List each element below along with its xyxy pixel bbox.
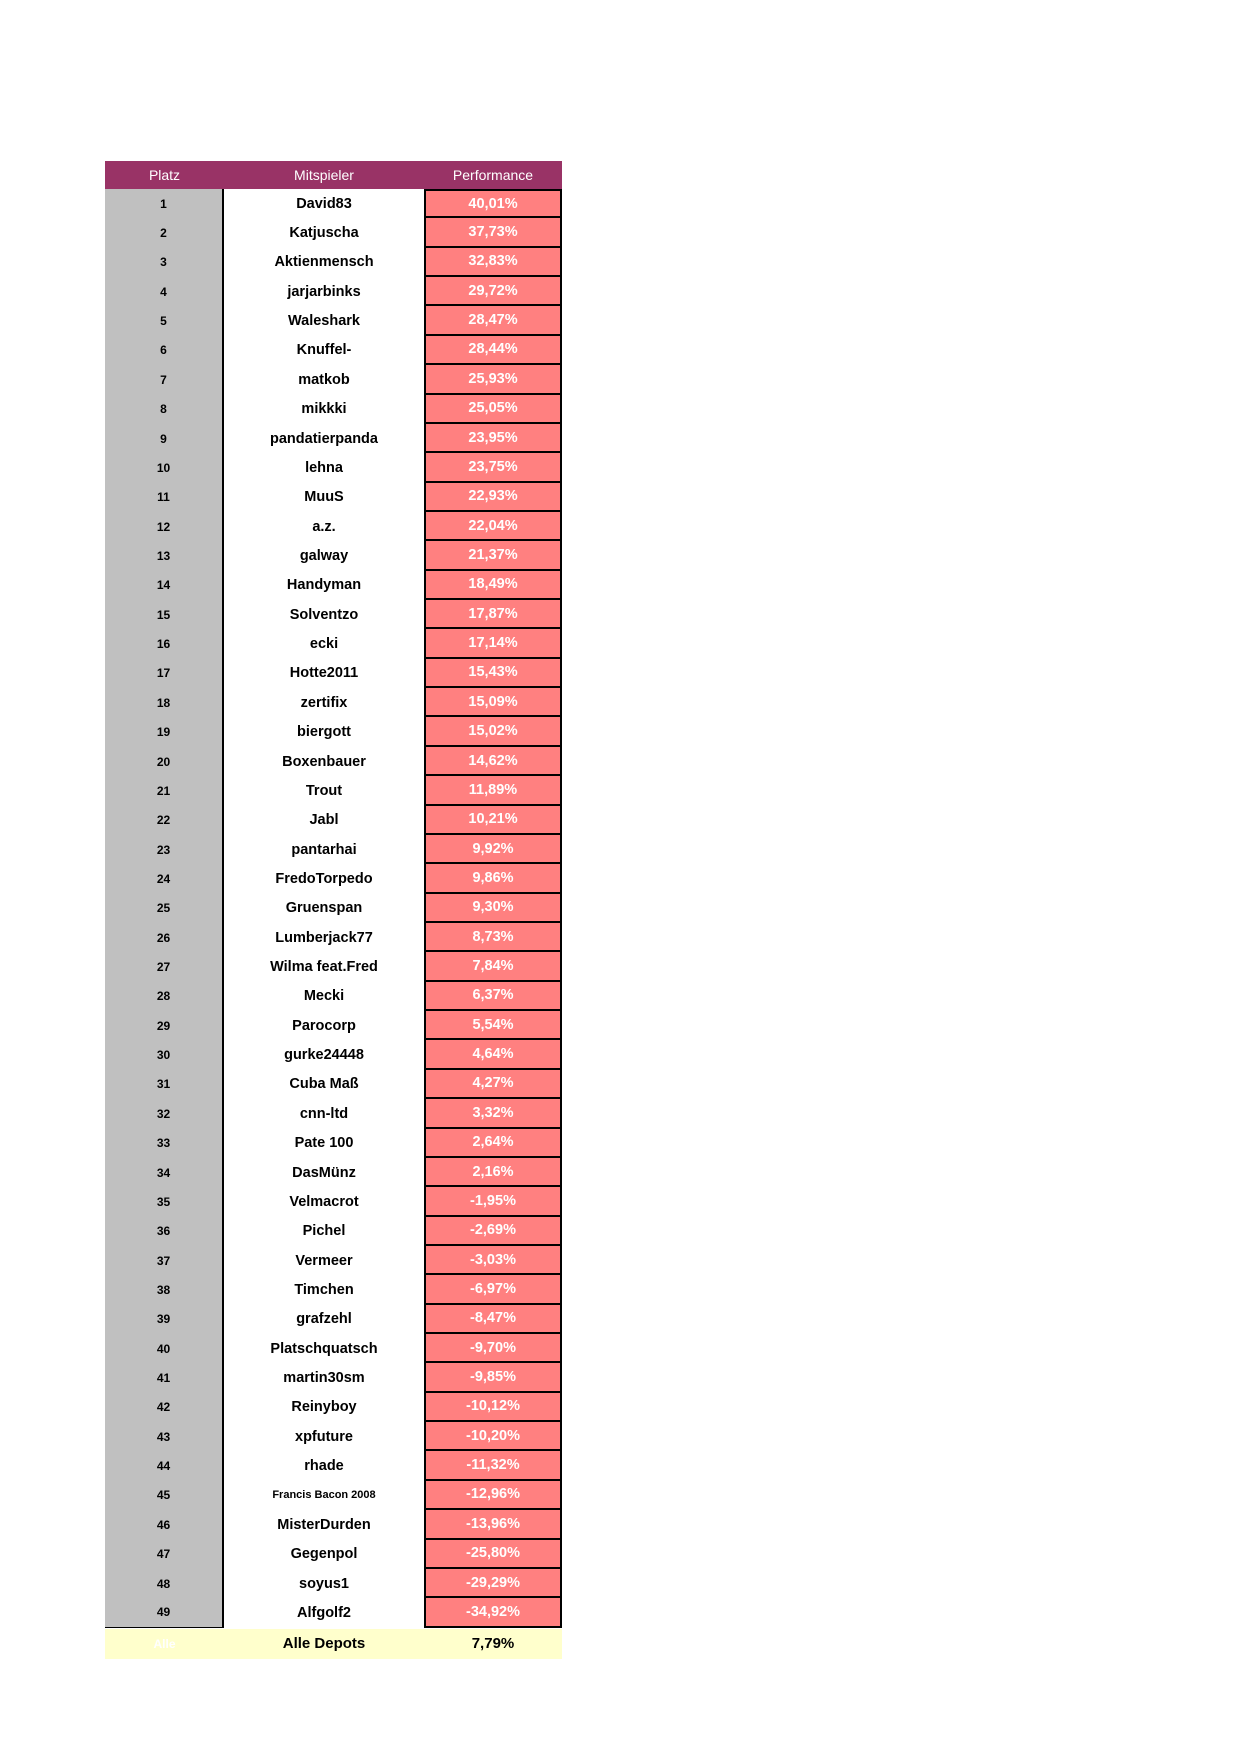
player-name-cell: Platschquatsch: [224, 1334, 424, 1363]
performance-cell: [424, 1422, 562, 1451]
performance-cell: [424, 1451, 562, 1480]
table-row: [105, 1481, 562, 1510]
performance-value: 18,49%: [424, 571, 562, 600]
table-row: [105, 189, 562, 218]
performance-value: 3,32%: [424, 1099, 562, 1128]
rank-cell: 34: [105, 1158, 224, 1187]
performance-cell: [424, 835, 562, 864]
table-row: [105, 747, 562, 776]
performance-cell: [424, 776, 562, 805]
player-name-cell: Cuba Maß: [224, 1070, 424, 1099]
performance-value: 22,93%: [424, 483, 562, 512]
table-row: [105, 806, 562, 835]
player-name-cell: lehna: [224, 453, 424, 482]
performance-value: 40,01%: [424, 189, 562, 218]
player-name-cell: Waleshark: [224, 306, 424, 335]
player-name-cell: ecki: [224, 629, 424, 658]
leaderboard-table: [105, 161, 562, 1659]
performance-cell: [424, 277, 562, 306]
performance-cell: [424, 1510, 562, 1539]
table-row: [105, 1305, 562, 1334]
performance-cell: [424, 688, 562, 717]
player-name-cell: mikkki: [224, 395, 424, 424]
rank-cell: 24: [105, 864, 224, 893]
performance-cell: [424, 864, 562, 893]
performance-cell: [424, 189, 562, 218]
performance-cell: [424, 248, 562, 277]
performance-cell: [424, 659, 562, 688]
rank-cell: 39: [105, 1305, 224, 1334]
performance-value: -1,95%: [424, 1187, 562, 1216]
player-name-cell: Aktienmensch: [224, 248, 424, 277]
rank-cell: 10: [105, 453, 224, 482]
rank-cell: 26: [105, 923, 224, 952]
rank-cell: 21: [105, 776, 224, 805]
performance-cell: [424, 1569, 562, 1598]
player-name-cell: Gruenspan: [224, 894, 424, 923]
rank-cell: 5: [105, 306, 224, 335]
performance-cell: [424, 1540, 562, 1569]
table-row: [105, 1011, 562, 1040]
rank-cell: 36: [105, 1217, 224, 1246]
performance-cell: [424, 1217, 562, 1246]
table-row: [105, 1334, 562, 1363]
performance-value: -2,69%: [424, 1217, 562, 1246]
player-name-cell: Hotte2011: [224, 659, 424, 688]
rank-cell: 11: [105, 483, 224, 512]
footer-name-cell: Alle Depots: [282, 1635, 366, 1653]
rank-cell: 42: [105, 1393, 224, 1422]
rank-cell: 37: [105, 1246, 224, 1275]
performance-cell: [424, 923, 562, 952]
player-name-cell: Trout: [224, 776, 424, 805]
performance-cell: [424, 1481, 562, 1510]
player-name-cell: Pate 100: [224, 1129, 424, 1158]
performance-cell: [424, 1363, 562, 1392]
player-name-cell: Alfgolf2: [224, 1598, 424, 1627]
rank-cell: 19: [105, 717, 224, 746]
rank-cell: 1: [105, 189, 224, 218]
performance-value: -25,80%: [424, 1540, 562, 1569]
performance-cell: [424, 1070, 562, 1099]
rank-cell: 16: [105, 629, 224, 658]
rank-cell: 46: [105, 1510, 224, 1539]
rank-cell: 41: [105, 1363, 224, 1392]
performance-cell: [424, 453, 562, 482]
rank-cell: 43: [105, 1422, 224, 1451]
player-name-cell: MuuS: [224, 483, 424, 512]
rank-cell: 8: [105, 395, 224, 424]
player-name-cell: Velmacrot: [224, 1187, 424, 1216]
table-row: [105, 306, 562, 335]
table-row: [105, 571, 562, 600]
performance-value: 23,75%: [424, 453, 562, 482]
rank-cell: 12: [105, 512, 224, 541]
player-name-cell: grafzehl: [224, 1305, 424, 1334]
table-row: [105, 483, 562, 512]
player-name-cell: a.z.: [224, 512, 424, 541]
player-name-cell: jarjarbinks: [224, 277, 424, 306]
rank-cell: 45: [105, 1481, 224, 1510]
performance-value: -11,32%: [424, 1451, 562, 1480]
rank-cell: 17: [105, 659, 224, 688]
table-row: [105, 1275, 562, 1304]
table-row: [105, 218, 562, 247]
rank-cell: 2: [105, 218, 224, 247]
performance-value: 15,02%: [424, 717, 562, 746]
rank-cell: 35: [105, 1187, 224, 1216]
player-name-cell: pandatierpanda: [224, 424, 424, 453]
table-row: [105, 1393, 562, 1422]
player-name-cell: Mecki: [224, 982, 424, 1011]
rank-cell: 13: [105, 541, 224, 570]
table-row: [105, 600, 562, 629]
table-row: [105, 1598, 562, 1627]
table-row: [105, 336, 562, 365]
header-mitspieler: Mitspieler: [294, 167, 354, 183]
table-row: [105, 1040, 562, 1069]
performance-value: -6,97%: [424, 1275, 562, 1304]
table-row: [105, 453, 562, 482]
performance-value: 25,05%: [424, 395, 562, 424]
player-name-cell: Katjuscha: [224, 218, 424, 247]
player-name-cell: Pichel: [224, 1217, 424, 1246]
performance-value: 15,43%: [424, 659, 562, 688]
performance-value: 37,73%: [424, 218, 562, 247]
performance-cell: [424, 952, 562, 981]
player-name-cell: Lumberjack77: [224, 923, 424, 952]
table-row: [105, 835, 562, 864]
performance-value: 14,62%: [424, 747, 562, 776]
table-row: [105, 1217, 562, 1246]
footer-platz-cell: Alle: [153, 1636, 176, 1651]
performance-value: -10,20%: [424, 1422, 562, 1451]
footer-performance-cell: 7,79%: [471, 1635, 515, 1653]
performance-value: -9,70%: [424, 1334, 562, 1363]
player-name-cell: Handyman: [224, 571, 424, 600]
table-row: [105, 894, 562, 923]
performance-cell: [424, 306, 562, 335]
performance-value: 2,64%: [424, 1129, 562, 1158]
rank-cell: 49: [105, 1598, 224, 1627]
table-row: [105, 395, 562, 424]
performance-value: -10,12%: [424, 1393, 562, 1422]
table-row: [105, 365, 562, 394]
performance-cell: [424, 424, 562, 453]
performance-value: 17,87%: [424, 600, 562, 629]
performance-cell: [424, 1187, 562, 1216]
table-row: [105, 776, 562, 805]
player-name-cell: Knuffel-: [224, 336, 424, 365]
performance-cell: [424, 218, 562, 247]
performance-cell: [424, 541, 562, 570]
table-row: [105, 717, 562, 746]
performance-value: -3,03%: [424, 1246, 562, 1275]
performance-cell: [424, 1040, 562, 1069]
header-platz: Platz: [148, 167, 181, 183]
table-row: [105, 424, 562, 453]
performance-cell: [424, 1011, 562, 1040]
performance-cell: [424, 571, 562, 600]
rank-cell: 47: [105, 1540, 224, 1569]
header-performance: Performance: [452, 167, 534, 183]
table-row: [105, 1129, 562, 1158]
performance-cell: [424, 1099, 562, 1128]
performance-value: -8,47%: [424, 1305, 562, 1334]
table-row: [105, 952, 562, 981]
performance-cell: [424, 336, 562, 365]
performance-cell: [424, 894, 562, 923]
performance-cell: [424, 806, 562, 835]
performance-value: 6,37%: [424, 982, 562, 1011]
rank-cell: 7: [105, 365, 224, 394]
player-name-cell: galway: [224, 541, 424, 570]
performance-value: -34,92%: [424, 1598, 562, 1627]
player-name-cell: matkob: [224, 365, 424, 394]
table-row: [105, 1187, 562, 1216]
player-name-cell: David83: [224, 189, 424, 218]
performance-value: 15,09%: [424, 688, 562, 717]
performance-cell: [424, 1246, 562, 1275]
performance-cell: [424, 1129, 562, 1158]
performance-value: 28,47%: [424, 306, 562, 335]
table-row: [105, 1099, 562, 1128]
performance-value: 7,84%: [424, 952, 562, 981]
performance-value: -12,96%: [424, 1481, 562, 1510]
rank-cell: 32: [105, 1099, 224, 1128]
table-row: [105, 629, 562, 658]
player-name-cell: soyus1: [224, 1569, 424, 1598]
rank-cell: 20: [105, 747, 224, 776]
player-name-cell: Jabl: [224, 806, 424, 835]
performance-cell: [424, 1393, 562, 1422]
table-row: [105, 1540, 562, 1569]
table-row: [105, 1422, 562, 1451]
performance-cell: [424, 1275, 562, 1304]
performance-value: 5,54%: [424, 1011, 562, 1040]
performance-cell: [424, 512, 562, 541]
performance-cell: [424, 629, 562, 658]
player-name-cell: martin30sm: [224, 1363, 424, 1392]
performance-value: -29,29%: [424, 1569, 562, 1598]
performance-cell: [424, 1334, 562, 1363]
performance-cell: [424, 600, 562, 629]
performance-value: 4,27%: [424, 1070, 562, 1099]
table-row: [105, 1158, 562, 1187]
table-row: [105, 1363, 562, 1392]
table-row: [105, 659, 562, 688]
performance-value: 8,73%: [424, 923, 562, 952]
table-row: [105, 1246, 562, 1275]
performance-value: 32,83%: [424, 248, 562, 277]
table-row: [105, 688, 562, 717]
performance-cell: [424, 747, 562, 776]
performance-cell: [424, 1598, 562, 1627]
table-row: [105, 1070, 562, 1099]
player-name-cell: biergott: [224, 717, 424, 746]
rank-cell: 40: [105, 1334, 224, 1363]
rank-cell: 33: [105, 1129, 224, 1158]
rank-cell: 6: [105, 336, 224, 365]
table-row: [105, 248, 562, 277]
table-row: [105, 1569, 562, 1598]
rank-cell: 9: [105, 424, 224, 453]
performance-value: 17,14%: [424, 629, 562, 658]
player-name-cell: pantarhai: [224, 835, 424, 864]
rank-cell: 38: [105, 1275, 224, 1304]
rank-cell: 30: [105, 1040, 224, 1069]
table-row: [105, 923, 562, 952]
table-row: [105, 1510, 562, 1539]
performance-cell: [424, 717, 562, 746]
player-name-cell: Vermeer: [224, 1246, 424, 1275]
player-name-cell: Solventzo: [224, 600, 424, 629]
player-name-cell: Francis Bacon 2008: [224, 1481, 424, 1510]
performance-value: 4,64%: [424, 1040, 562, 1069]
performance-value: 29,72%: [424, 277, 562, 306]
rank-cell: 4: [105, 277, 224, 306]
performance-cell: [424, 1158, 562, 1187]
rank-cell: 18: [105, 688, 224, 717]
table-row: [105, 277, 562, 306]
performance-value: 2,16%: [424, 1158, 562, 1187]
performance-value: 25,93%: [424, 365, 562, 394]
player-name-cell: cnn-ltd: [224, 1099, 424, 1128]
rank-cell: 44: [105, 1451, 224, 1480]
player-name-cell: Parocorp: [224, 1011, 424, 1040]
player-name-cell: zertifix: [224, 688, 424, 717]
table-body: [105, 189, 562, 1628]
performance-value: 9,86%: [424, 864, 562, 893]
player-name-cell: Wilma feat.Fred: [224, 952, 424, 981]
performance-value: 10,21%: [424, 806, 562, 835]
table-row: [105, 541, 562, 570]
table-row: [105, 1451, 562, 1480]
player-name-cell: xpfuture: [224, 1422, 424, 1451]
performance-value: 11,89%: [424, 776, 562, 805]
table-row: [105, 864, 562, 893]
table-row: [105, 512, 562, 541]
rank-cell: 31: [105, 1070, 224, 1099]
player-name-cell: FredoTorpedo: [224, 864, 424, 893]
rank-cell: 25: [105, 894, 224, 923]
rank-cell: 23: [105, 835, 224, 864]
performance-cell: [424, 483, 562, 512]
table-row: [105, 982, 562, 1011]
table-header-row: [105, 161, 562, 189]
player-name-cell: Timchen: [224, 1275, 424, 1304]
rank-cell: 29: [105, 1011, 224, 1040]
player-name-cell: DasMünz: [224, 1158, 424, 1187]
rank-cell: 22: [105, 806, 224, 835]
player-name-cell: rhade: [224, 1451, 424, 1480]
performance-value: 23,95%: [424, 424, 562, 453]
rank-cell: 15: [105, 600, 224, 629]
performance-cell: [424, 365, 562, 394]
rank-cell: 3: [105, 248, 224, 277]
performance-value: -13,96%: [424, 1510, 562, 1539]
player-name-cell: Gegenpol: [224, 1540, 424, 1569]
performance-value: 28,44%: [424, 336, 562, 365]
rank-cell: 14: [105, 571, 224, 600]
player-name-cell: gurke24448: [224, 1040, 424, 1069]
rank-cell: 28: [105, 982, 224, 1011]
table-footer-row: [105, 1629, 562, 1659]
performance-value: 9,30%: [424, 894, 562, 923]
performance-cell: [424, 982, 562, 1011]
performance-cell: [424, 1305, 562, 1334]
performance-value: 9,92%: [424, 835, 562, 864]
performance-cell: [424, 395, 562, 424]
rank-cell: 27: [105, 952, 224, 981]
performance-value: -9,85%: [424, 1363, 562, 1392]
player-name-cell: Reinyboy: [224, 1393, 424, 1422]
performance-value: 22,04%: [424, 512, 562, 541]
player-name-cell: MisterDurden: [224, 1510, 424, 1539]
player-name-cell: Boxenbauer: [224, 747, 424, 776]
performance-value: 21,37%: [424, 541, 562, 570]
rank-cell: 48: [105, 1569, 224, 1598]
